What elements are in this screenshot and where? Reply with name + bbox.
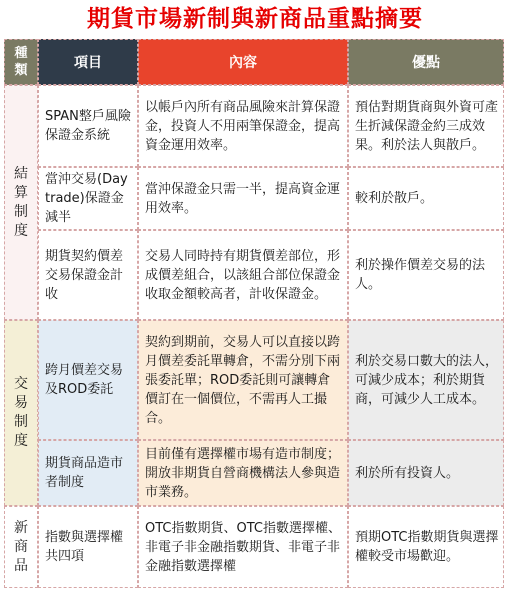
section-new-products xyxy=(4,506,504,588)
header-type: 種 類 xyxy=(4,39,38,85)
advantage-cell: 預期OTC指數期貨與選擇權較受市場歡迎。 xyxy=(348,506,504,588)
item-cell: SPAN整戶風險保證金系統 xyxy=(38,85,138,167)
item-cell: 期貨契約價差交易保證金計收 xyxy=(38,230,138,320)
table-row xyxy=(4,506,504,588)
content-cell: 交易人同時持有期貨價差部位，形成價差組合，以該組合部位保證金收取金額較高者，計收保證金。 xyxy=(138,230,348,320)
item-cell: 指數與選擇權共四項 xyxy=(38,506,138,588)
table-row xyxy=(4,440,504,506)
advantage-cell: 較利於散戶。 xyxy=(348,167,504,230)
item-cell: 當沖交易(Day trade)保證金減半 xyxy=(38,167,138,230)
page-title: 期貨市場新制與新商品重點摘要 xyxy=(87,6,423,32)
content-cell: 當沖保證金只需一半，提高資金運用效率。 xyxy=(138,167,348,230)
content-cell: 以帳戶內所有商品風險來計算保證金，投資人不用兩筆保證金，提高資金運用效率。 xyxy=(138,85,348,167)
header-advantage: 優點 xyxy=(348,39,504,85)
summary-table xyxy=(4,39,504,588)
category-cell: 新 商 品 xyxy=(4,506,38,588)
table-row xyxy=(4,167,504,230)
section-trading xyxy=(4,320,504,506)
header-item: 項目 xyxy=(38,39,138,85)
item-cell: 期貨商品造市者制度 xyxy=(38,440,138,506)
section-settlement xyxy=(4,85,504,320)
header-row xyxy=(4,39,504,85)
advantage-cell: 利於所有投資人。 xyxy=(348,440,504,506)
category-cell: 交 易 制 度 xyxy=(4,320,38,506)
advantage-cell: 預估對期貨商與外資可產生折減保證金約三成效果。利於法人與散戶。 xyxy=(348,85,504,167)
content-cell: 目前僅有選擇權市場有造市制度；開放非期貨自營商機構法人參與造市業務。 xyxy=(138,440,348,506)
item-cell: 跨月價差交易及ROD委託 xyxy=(38,320,138,440)
table-row xyxy=(4,230,504,320)
content-cell: OTC指數期貨、OTC指數選擇權、非電子非金融指數期貨、非電子非金融指數選擇權 xyxy=(138,506,348,588)
advantage-cell: 利於操作價差交易的法人。 xyxy=(348,230,504,320)
table-row xyxy=(4,320,504,440)
content-cell: 契約到期前，交易人可以直接以跨月價差委託單轉倉，不需分別下兩張委託單；ROD委託則可讓轉倉價訂在一個價位，不需再人工撮合。 xyxy=(138,320,348,440)
header-content: 內容 xyxy=(138,39,348,85)
table-row xyxy=(4,85,504,167)
category-cell: 結 算 制 度 xyxy=(4,85,38,320)
advantage-cell: 利於交易口數大的法人，可減少成本；利於期貨商，可減少人工成本。 xyxy=(348,320,504,440)
